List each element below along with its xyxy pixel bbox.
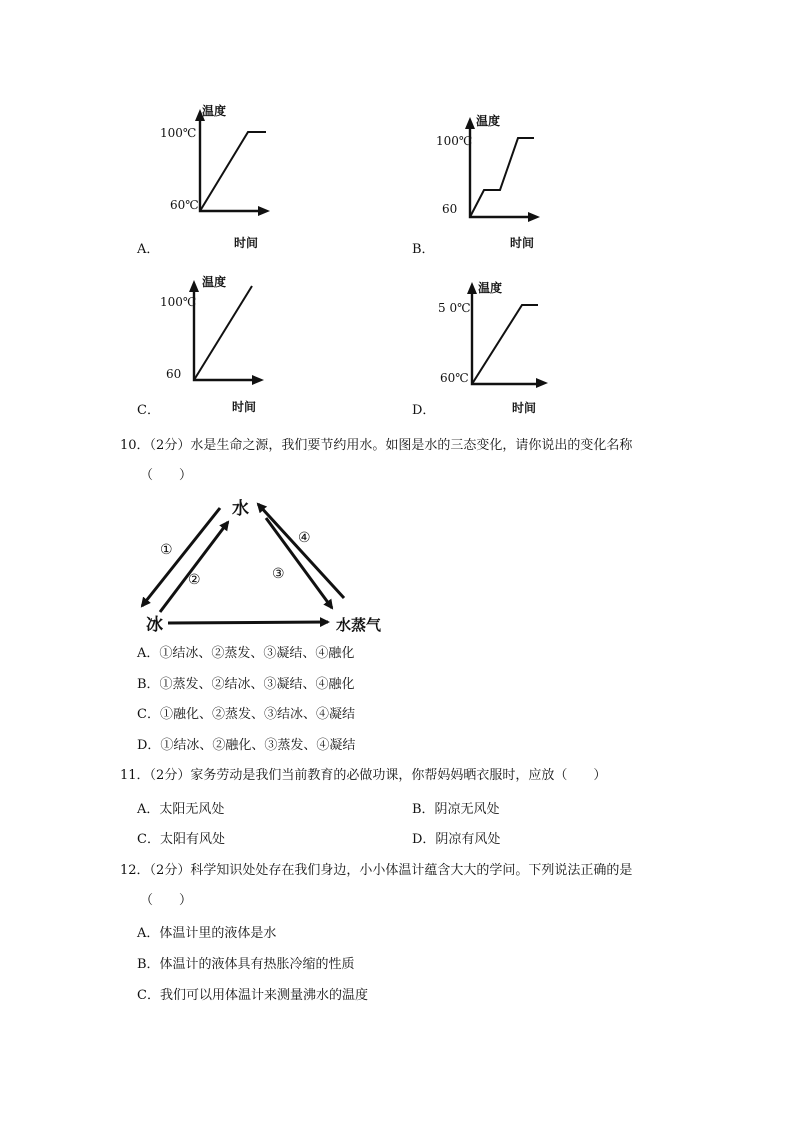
graph-b-xlabel: 时间 — [510, 236, 535, 250]
diagram-n3: ③ — [272, 566, 285, 582]
arrow-ice-to-vapor — [168, 622, 328, 623]
q10-option-b[interactable]: B．①蒸发、②结冰、③凝结、④融化 — [137, 677, 355, 692]
graph-c-ylabel: 温度 — [202, 275, 227, 289]
graph-c-xlabel: 时间 — [232, 400, 257, 414]
q12-stem: 12．（2分）科学知识处处存在我们身边，小小体温计蕴含大大的学问。下列说法正确的是 — [120, 863, 633, 878]
graph-d-xlabel: 时间 — [512, 401, 537, 415]
graph-a-curve — [200, 132, 266, 211]
graph-b-ybottom: 60 — [442, 202, 458, 216]
diagram-n1: ① — [160, 542, 173, 558]
q11-option-a[interactable]: A．太阳无风处 — [137, 802, 225, 817]
diagram-vapor-label: 水蒸气 — [336, 616, 382, 634]
q10-option-d[interactable]: D．①结冰、②融化、③蒸发、④凝结 — [137, 738, 356, 753]
graph-d — [430, 272, 570, 422]
graph-d-ylabel: 温度 — [478, 281, 503, 295]
q12-paren: （ ） — [140, 893, 193, 908]
q12-option-a[interactable]: A．体温计里的液体是水 — [137, 926, 277, 941]
q11-option-b[interactable]: B．阴凉无风处 — [412, 802, 500, 817]
arrow-4 — [258, 504, 344, 598]
graph-d-ytop: 5 0℃ — [438, 301, 471, 315]
graph-b — [430, 103, 570, 263]
diagram-n4: ④ — [298, 530, 311, 546]
graph-c-ytop: 100℃ — [160, 295, 197, 309]
graph-a — [150, 95, 290, 260]
arrow-2 — [160, 522, 228, 612]
diagram-ice-label: 冰 — [146, 615, 163, 635]
graph-d-curve — [472, 305, 538, 384]
q10-stem: 10．（2分）水是生命之源，我们要节约用水。如图是水的三态变化，请你说出的变化名称 — [120, 438, 633, 453]
q10-option-c[interactable]: C．①融化、②蒸发、③结冰、④凝结 — [137, 707, 355, 722]
diagram-n2: ② — [188, 572, 201, 588]
diagram-water-label: 水 — [232, 499, 249, 519]
q11-stem: 11．（2分）家务劳动是我们当前教育的必做功课，你帮妈妈晒衣服时，应放（ ） — [120, 768, 607, 783]
q11-option-c[interactable]: C．太阳有风处 — [137, 832, 225, 847]
water-states-diagram — [130, 492, 400, 642]
graph-c-letter: C． — [137, 403, 160, 418]
graph-a-ylabel: 温度 — [202, 104, 227, 118]
graph-b-curve — [470, 138, 534, 217]
graph-a-xlabel: 时间 — [234, 236, 259, 250]
graph-b-letter: B． — [412, 242, 435, 257]
graph-b-ylabel: 温度 — [476, 114, 501, 128]
graph-b-ytop: 100℃ — [436, 134, 473, 148]
graph-a-letter: A． — [137, 242, 160, 257]
q12-option-c[interactable]: C．我们可以用体温计来测量沸水的温度 — [137, 988, 368, 1003]
q10-paren: （ ） — [140, 468, 193, 483]
graph-d-ybottom: 60℃ — [440, 371, 469, 385]
graph-d-letter: D． — [412, 403, 436, 418]
q12-option-b[interactable]: B．体温计的液体具有热胀冷缩的性质 — [137, 957, 355, 972]
graph-a-ybottom: 60℃ — [170, 198, 199, 212]
arrow-1 — [142, 508, 220, 606]
graph-a-ytop: 100℃ — [160, 126, 197, 140]
q11-option-d[interactable]: D．阴凉有风处 — [412, 832, 501, 847]
graph-c-ybottom: 60 — [166, 367, 182, 381]
graph-c-curve — [194, 286, 252, 380]
q10-option-a[interactable]: A．①结冰、②蒸发、③凝结、④融化 — [137, 646, 355, 661]
graph-c — [150, 268, 290, 418]
